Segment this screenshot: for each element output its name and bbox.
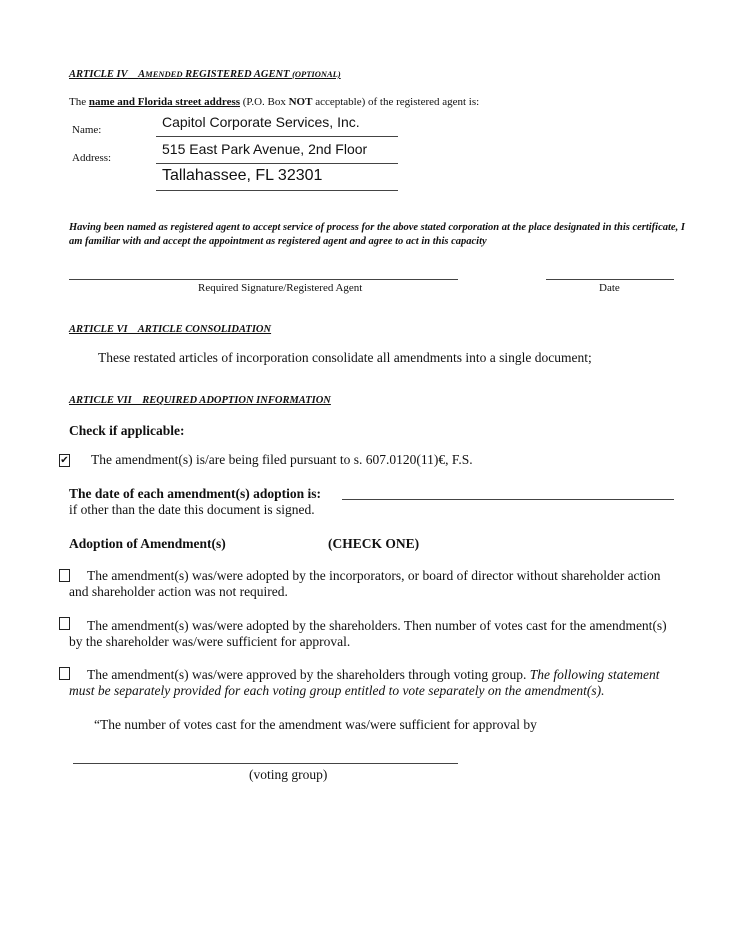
option-voting-group-text bbox=[69, 667, 669, 699]
article-iv-header bbox=[69, 69, 341, 80]
article-vi-header: ARTICLE VI ARTICLE CONSOLIDATION bbox=[69, 324, 272, 335]
intro-text-5: acceptable) of the registered agent is: bbox=[312, 96, 480, 108]
agent-address2-value: Tallahassee, FL 32301 bbox=[162, 167, 323, 184]
article-iv-title-rest: MENDED bbox=[145, 69, 183, 79]
date-line[interactable] bbox=[546, 279, 674, 280]
article-vii-header: ARTICLE VII REQUIRED ADOPTION INFORMATION bbox=[69, 395, 331, 406]
agent-address1-field[interactable] bbox=[156, 163, 398, 164]
article-iv-number: ARTICLE IV bbox=[69, 69, 128, 80]
option-shareholders-text: The amendment(s) was/were adopted by the shareholders. Then number of votes cast for the amendment(s) by the shareholder was/were sufficient for approval. bbox=[69, 618, 667, 649]
article-iv-title-initial: A bbox=[138, 69, 146, 80]
article-vi-text: These restated articles of incorporation consolidate all amendments into a single document; bbox=[98, 350, 592, 365]
intro-text-bold: name and Florida street address bbox=[88, 96, 241, 108]
agent-intro bbox=[69, 96, 479, 108]
address-label: Address: bbox=[72, 152, 112, 164]
signature-label: Required Signature/Registered Agent bbox=[198, 282, 363, 294]
agent-name-field[interactable] bbox=[156, 136, 398, 137]
adoption-date-label: The date of each amendment(s) adoption is: bbox=[69, 486, 321, 501]
name-label: Name: bbox=[72, 124, 102, 136]
article-iv-title-main: REGISTERED AGENT bbox=[185, 69, 290, 80]
adoption-date-field[interactable] bbox=[342, 499, 674, 500]
check-one-label: (CHECK ONE) bbox=[328, 536, 420, 551]
filed-pursuant-text: The amendment(s) is/are being filed pursuant to s. 607.0120(11)€, F.S. bbox=[91, 452, 473, 467]
acceptance-statement: Having been named as registered agent to accept service of process for the above stated corporation at the place designated in this certificate, I am familiar with and accept the appointment as registered agent and agree to act in this capacity bbox=[69, 222, 685, 247]
intro-text-3: (P.O. Box bbox=[240, 96, 289, 108]
option-voting-group-italic: The following statement must be separately provided for each voting group entitled to vote separately on the amendment(s). bbox=[69, 667, 660, 698]
date-label: Date bbox=[599, 282, 620, 294]
filed-pursuant-checkbox[interactable] bbox=[59, 454, 70, 467]
agent-address1-value: 515 East Park Avenue, 2nd Floor bbox=[162, 141, 368, 157]
option-incorporators-text: The amendment(s) was/were adopted by the incorporators, or board of director without shareholder action and shareholder action was not required. bbox=[69, 568, 661, 599]
adoption-label: Adoption of Amendment(s) bbox=[69, 536, 226, 551]
intro-text-not: NOT bbox=[288, 96, 313, 108]
check-if-applicable: Check if applicable: bbox=[69, 423, 185, 438]
agent-name-value: Capitol Corporate Services, Inc. bbox=[162, 114, 360, 130]
signature-line[interactable] bbox=[69, 279, 458, 280]
check-mark-icon: ✔ bbox=[60, 455, 69, 466]
intro-text-1: The bbox=[69, 96, 89, 108]
voting-group-label: (voting group) bbox=[249, 767, 328, 782]
voting-group-line[interactable] bbox=[73, 763, 458, 764]
adoption-date-sub: if other than the date this document is signed. bbox=[69, 502, 315, 517]
agent-address2-field[interactable] bbox=[156, 190, 398, 191]
votes-cast-quote: “The number of votes cast for the amendment was/were sufficient for approval by bbox=[94, 717, 537, 732]
article-iv-optional: (OPTIONAL) bbox=[292, 69, 341, 79]
option-voting-group-plain: The amendment(s) was/were approved by the shareholders through voting group. bbox=[87, 667, 530, 682]
